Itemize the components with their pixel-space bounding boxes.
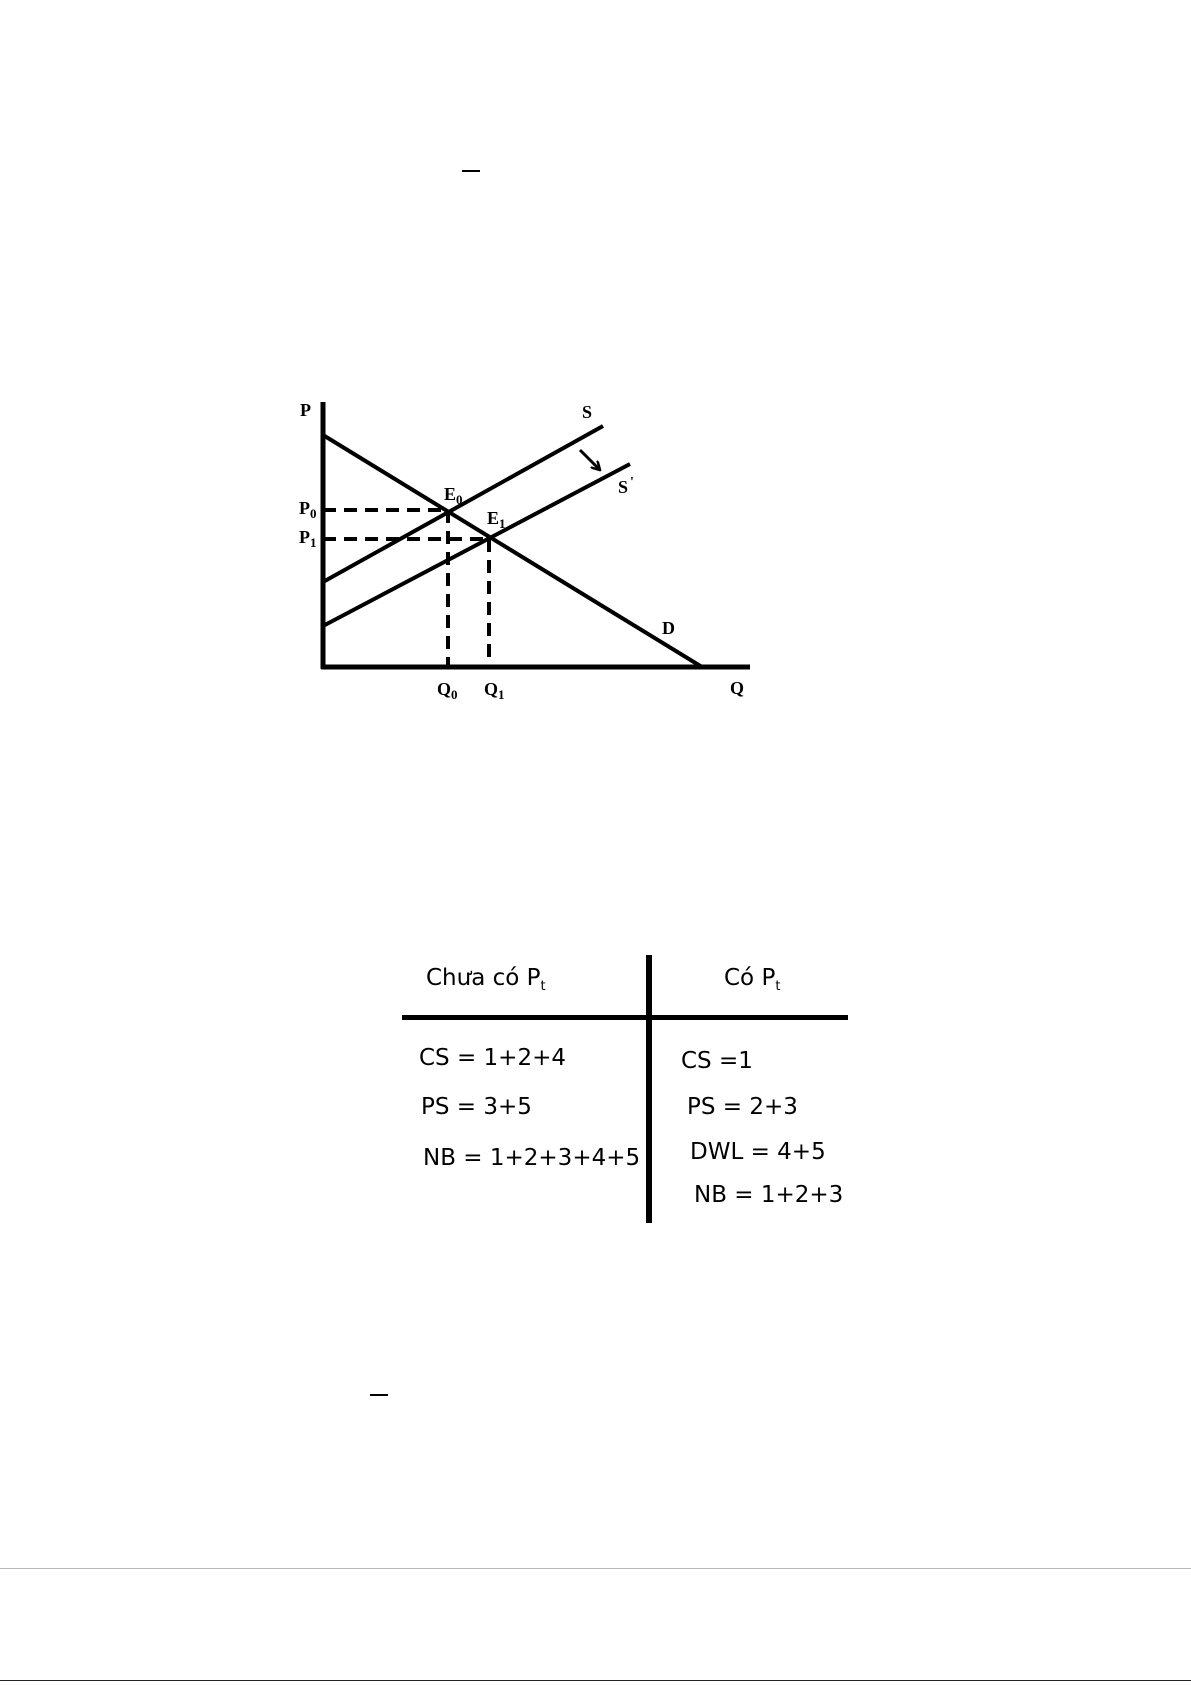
price-axis-label: P: [300, 400, 311, 420]
right-row-dwl: DWL = 4+5: [690, 1139, 826, 1165]
supply-shifted-label: S ': [618, 475, 634, 497]
p0-label: $P_0$: [299, 498, 317, 521]
left-row-ps: PS = 3+5: [421, 1094, 532, 1120]
diagram-svg: [290, 392, 760, 712]
right-column-header: Có $P_t$: [724, 965, 781, 994]
demand-label: D: [662, 618, 675, 638]
e1-label: $E_1$: [487, 508, 506, 531]
stray-dash-mark: [370, 1394, 388, 1396]
supply-curve: [323, 426, 603, 582]
supply-demand-diagram: [290, 392, 760, 712]
supply-curve-shifted: [323, 464, 630, 626]
page-bottom-edge: [0, 1680, 1191, 1681]
surplus-comparison-table: [402, 955, 852, 1225]
e0-label: $E_0$: [444, 484, 463, 507]
left-row-nb: NB = 1+2+3+4+5: [423, 1145, 641, 1171]
right-row-ps: PS = 2+3: [687, 1094, 798, 1120]
p1-label: $P_1$: [299, 527, 317, 550]
right-row-nb: NB = 1+2+3: [694, 1182, 844, 1208]
left-column-header: Chưa có $P_t$: [426, 965, 546, 994]
table-horizontal-divider: [402, 1015, 848, 1020]
stray-dash-mark: [462, 170, 480, 172]
q0-label: $Q_0$: [437, 679, 458, 702]
table-vertical-divider: [646, 955, 652, 1223]
right-row-cs: CS =1: [681, 1048, 753, 1074]
quantity-axis-label: Q: [730, 678, 745, 698]
q1-label: $Q_1$: [484, 679, 505, 702]
supply-label: S: [582, 402, 593, 422]
shift-arrow: [580, 450, 598, 468]
page-footer-divider: [0, 1568, 1191, 1569]
left-row-cs: CS = 1+2+4: [419, 1045, 566, 1071]
